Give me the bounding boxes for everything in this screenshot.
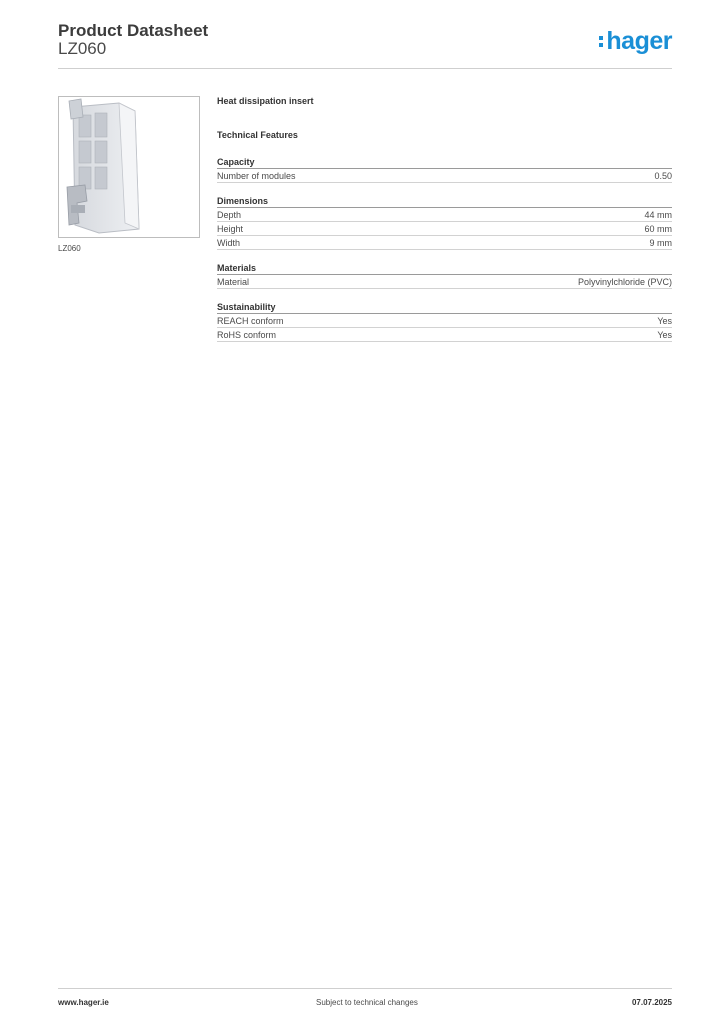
logo-text: hager bbox=[606, 27, 672, 55]
footer-date: 07.07.2025 bbox=[631, 998, 672, 1007]
spec-group-title: Capacity bbox=[217, 156, 672, 169]
spec-value: Polyvinylchloride (PVC) bbox=[577, 277, 672, 287]
spec-group-materials bbox=[217, 262, 672, 289]
product-name: Heat dissipation insert bbox=[217, 96, 314, 106]
spec-row bbox=[217, 208, 672, 222]
spec-value: 0.50 bbox=[654, 171, 672, 181]
spec-label: REACH conform bbox=[217, 316, 284, 326]
spec-row bbox=[217, 275, 672, 289]
product-code: LZ060 bbox=[58, 39, 107, 58]
image-caption: LZ060 bbox=[58, 244, 81, 253]
spec-label: Width bbox=[217, 238, 241, 248]
spec-group-title: Materials bbox=[217, 262, 672, 275]
spec-row bbox=[217, 222, 672, 236]
spec-group-capacity bbox=[217, 156, 672, 183]
header-divider bbox=[58, 68, 672, 69]
product-image bbox=[58, 96, 200, 238]
section-title-technical-features: Technical Features bbox=[217, 130, 298, 140]
page-header bbox=[58, 20, 672, 68]
hager-logo bbox=[599, 28, 672, 54]
spec-group-title: Dimensions bbox=[217, 195, 672, 208]
spec-label: Number of modules bbox=[217, 171, 296, 181]
spec-value: Yes bbox=[657, 330, 672, 340]
spec-group-dimensions bbox=[217, 195, 672, 250]
footer-notice: Subject to technical changes bbox=[316, 998, 418, 1007]
footer-website-link[interactable]: www.hager.ie bbox=[58, 998, 109, 1007]
footer-divider bbox=[58, 988, 672, 989]
spec-value: 60 mm bbox=[644, 224, 672, 234]
spec-value: Yes bbox=[657, 316, 672, 326]
spec-value: 44 mm bbox=[644, 210, 672, 220]
spec-value: 9 mm bbox=[649, 238, 672, 248]
spec-row bbox=[217, 236, 672, 250]
spec-group-sustainability bbox=[217, 301, 672, 342]
spec-row bbox=[217, 314, 672, 328]
page-title: Product Datasheet bbox=[58, 21, 209, 40]
product-photo-illustration bbox=[59, 97, 199, 237]
logo-colon-mark bbox=[599, 35, 604, 49]
spec-label: Height bbox=[217, 224, 244, 234]
spec-label: Depth bbox=[217, 210, 242, 220]
spec-group-title: Sustainability bbox=[217, 301, 672, 314]
spec-row bbox=[217, 169, 672, 183]
spec-label: Material bbox=[217, 277, 250, 287]
spec-row bbox=[217, 328, 672, 342]
spec-label: RoHS conform bbox=[217, 330, 277, 340]
